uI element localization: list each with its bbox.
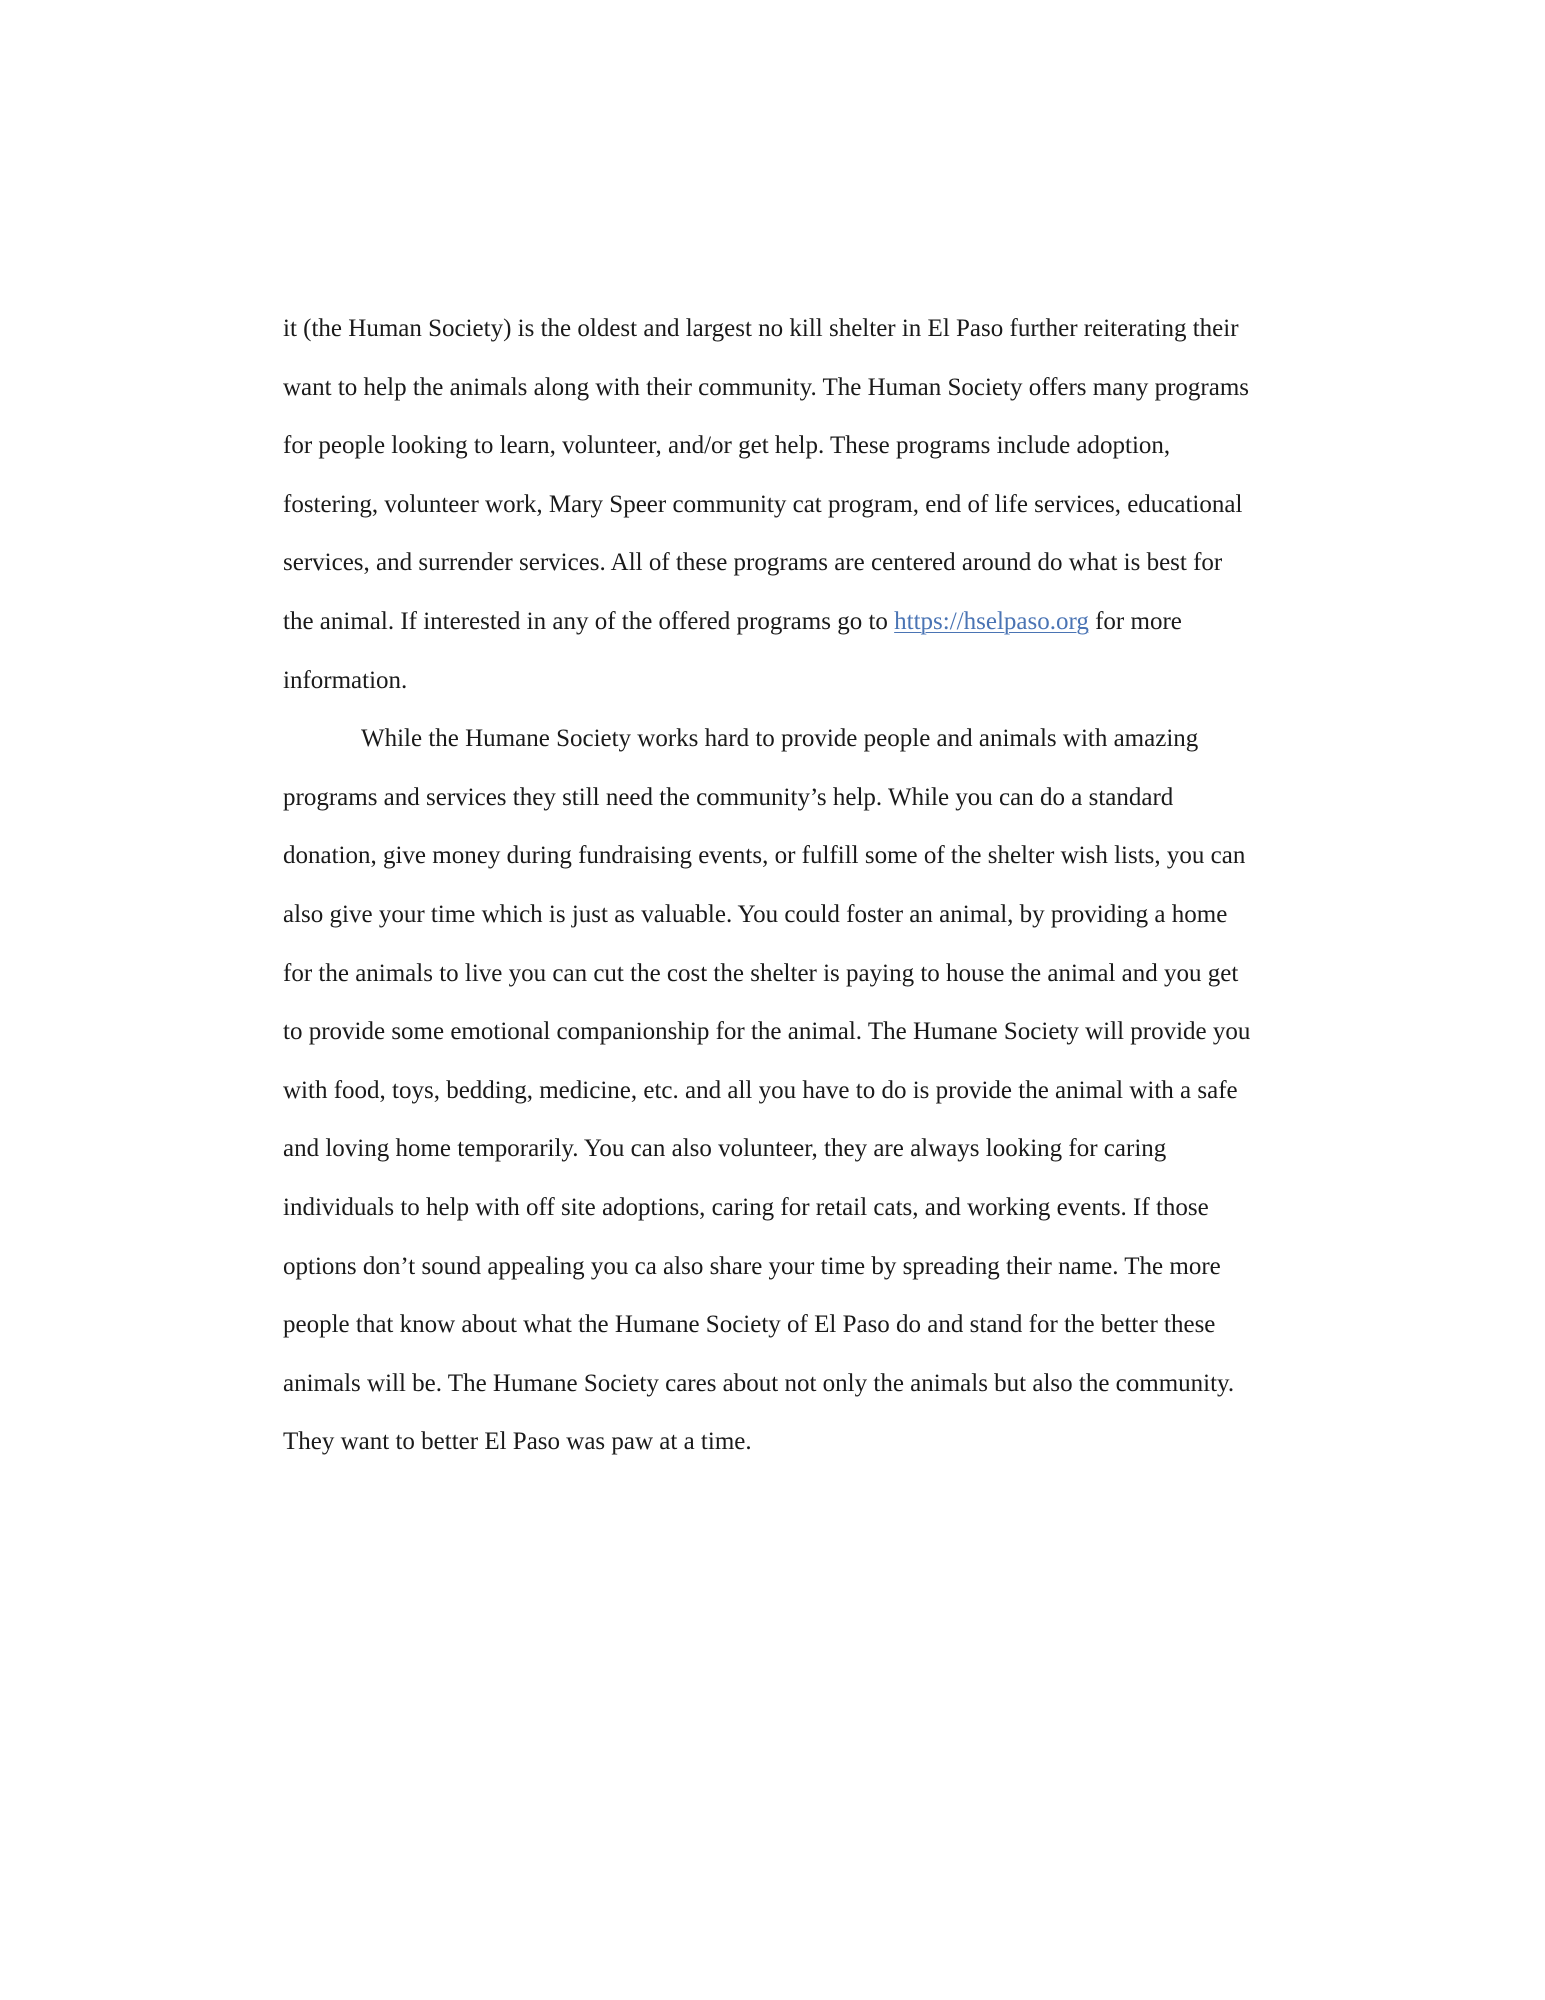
text-line: to provide some emotional companionship for the animal. The Humane Society will provide you — [283, 1018, 1251, 1046]
text-line: want to help the animals along with their community. The Human Society offers many programs — [283, 373, 1250, 401]
text-line: people that know about what the Humane Society of El Paso do and stand for the better these — [283, 1311, 1216, 1339]
text-line: it (the Human Society) is the oldest and largest no kill shelter in El Paso further reiterating their — [283, 315, 1239, 342]
text-line: information. — [283, 666, 408, 694]
text-line: for people looking to learn, volunteer, and/or get help. These programs include adoption, — [283, 432, 1171, 460]
hselpaso-link[interactable]: https://hselpaso.org — [894, 607, 1089, 635]
text-line: with food, toys, bedding, medicine, etc. and all you have to do is provide the animal with a safe — [283, 1076, 1238, 1104]
text-line: services, and surrender services. All of these programs are centered around do what is best for — [283, 549, 1223, 577]
text-line: options don’t sound appealing you ca also share your time by spreading their name. The more — [283, 1252, 1221, 1280]
text-line: individuals to help with off site adoptions, caring for retail cats, and working events. If those — [283, 1193, 1209, 1221]
text-line: They want to better El Paso was paw at a time. — [283, 1428, 752, 1456]
text-line-indented: While the Humane Society works hard to provide people and animals with amazing — [361, 725, 1199, 753]
text-line: animals will be. The Humane Society cares about not only the animals but also the community. — [283, 1369, 1235, 1397]
document-body — [283, 300, 1293, 1472]
text-line: fostering, volunteer work, Mary Speer community cat program, end of life services, educational — [283, 490, 1243, 518]
text-line: programs and services they still need the community’s help. While you can do a standard — [283, 783, 1174, 811]
paragraph-1 — [283, 300, 1293, 710]
text-line: for the animals to live you can cut the cost the shelter is paying to house the animal and you get — [283, 959, 1239, 987]
text-line: and loving home temporarily. You can also volunteer, they are always looking for caring — [283, 1135, 1167, 1163]
link-line-after: for more — [1088, 607, 1182, 635]
text-line: also give your time which is just as valuable. You could foster an animal, by providing a home — [283, 900, 1228, 928]
link-line-before: the animal. If interested in any of the offered programs go to — [283, 607, 895, 635]
paragraph-2 — [283, 710, 1293, 1472]
text-line-with-link — [283, 593, 1293, 652]
text-line: donation, give money during fundraising events, or fulfill some of the shelter wish lists, you can — [283, 842, 1246, 870]
